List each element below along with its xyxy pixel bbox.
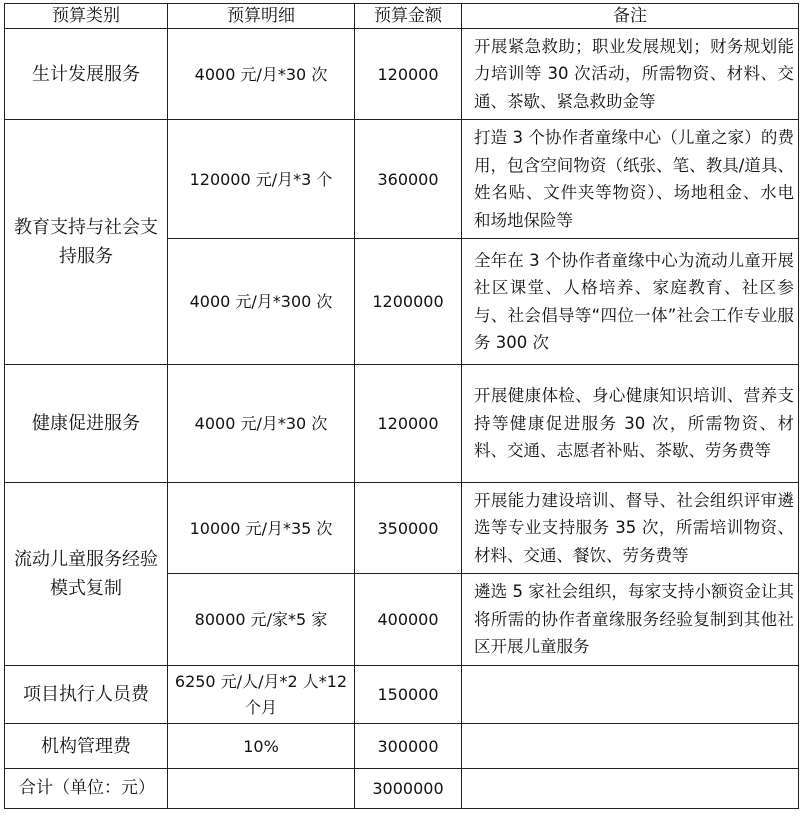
detail-cell: 10%	[168, 724, 355, 769]
table-row	[5, 120, 799, 239]
table-row	[5, 666, 799, 724]
note-cell	[462, 666, 799, 724]
table-row-total	[5, 769, 799, 809]
table-row	[5, 724, 799, 769]
amount-cell: 360000	[355, 120, 462, 239]
header-amount: 预算金额	[355, 4, 462, 29]
total-amount: 3000000	[355, 769, 462, 809]
amount-cell: 300000	[355, 724, 462, 769]
note-cell: 全年在 3 个协作者童缘中心为流动儿童开展社区课堂、人格培养、家庭教育、社区参与、社会倡导等“四位一体”社会工作专业服务 300 次	[462, 239, 799, 365]
detail-cell: 10000 元/月*35 次	[168, 483, 355, 574]
detail-cell	[168, 769, 355, 809]
category-cell: 机构管理费	[5, 724, 168, 769]
detail-cell: 80000 元/家*5 家	[168, 574, 355, 666]
category-cell: 项目执行人员费	[5, 666, 168, 724]
amount-cell: 120000	[355, 29, 462, 120]
note-cell: 遴选 5 家社会组织，每家支持小额资金让其将所需的协作者童缘服务经验复制到其他社区开展儿童服务	[462, 574, 799, 666]
note-cell	[462, 724, 799, 769]
note-cell: 开展健康体检、身心健康知识培训、营养支持等健康促进服务 30 次，所需物资、材料、交通、志愿者补贴、茶歇、劳务费等	[462, 365, 799, 483]
header-note: 备注	[462, 4, 799, 29]
budget-table	[4, 3, 799, 809]
note-cell: 开展紧急救助；职业发展规划；财务规划能力培训等 30 次活动，所需物资、材料、交通、茶歇、紧急救助金等	[462, 29, 799, 120]
table-row	[5, 483, 799, 574]
detail-cell: 6250 元/人/月*2 人*12 个月	[168, 666, 355, 724]
category-cell: 健康促进服务	[5, 365, 168, 483]
table-row	[5, 29, 799, 120]
detail-cell: 4000 元/月*30 次	[168, 29, 355, 120]
amount-cell: 400000	[355, 574, 462, 666]
header-category: 预算类别	[5, 4, 168, 29]
note-cell: 打造 3 个协作者童缘中心（儿童之家）的费用，包含空间物资（纸张、笔、教具/道具、姓名贴、文件夹等物资）、场地租金、水电和场地保险等	[462, 120, 799, 239]
amount-cell: 150000	[355, 666, 462, 724]
category-cell: 生计发展服务	[5, 29, 168, 120]
amount-cell: 120000	[355, 365, 462, 483]
table-row	[5, 365, 799, 483]
amount-cell: 350000	[355, 483, 462, 574]
header-detail: 预算明细	[168, 4, 355, 29]
detail-cell: 120000 元/月*3 个	[168, 120, 355, 239]
detail-cell: 4000 元/月*300 次	[168, 239, 355, 365]
note-cell	[462, 769, 799, 809]
category-cell: 流动儿童服务经验模式复制	[5, 483, 168, 666]
note-cell: 开展能力建设培训、督导、社会组织评审遴选等专业支持服务 35 次，所需培训物资、材料、交通、餐饮、劳务费等	[462, 483, 799, 574]
detail-cell: 4000 元/月*30 次	[168, 365, 355, 483]
total-label: 合计（单位：元）	[5, 769, 168, 809]
category-cell: 教育支持与社会支持服务	[5, 120, 168, 365]
table-header-row	[5, 4, 799, 29]
amount-cell: 1200000	[355, 239, 462, 365]
